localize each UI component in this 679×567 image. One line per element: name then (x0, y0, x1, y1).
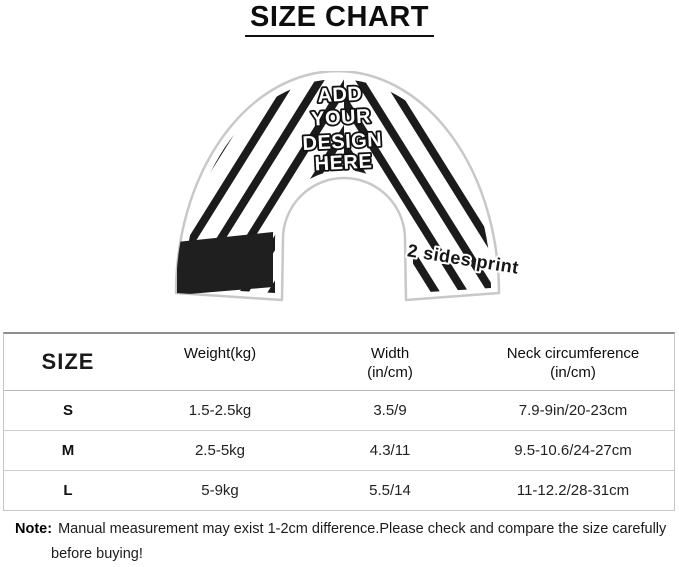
size-value: L (63, 482, 73, 499)
note-text: Manual measurement may exist 1-2cm difference.Please check and compare the size carefully before buying! (51, 521, 667, 562)
weight-value: 5-9kg (201, 482, 239, 499)
cell-neck (472, 391, 674, 430)
cell-neck (472, 471, 674, 510)
neck-value: 7.9-9in/20-23cm (518, 402, 628, 419)
size-table (3, 332, 675, 511)
cell-weight (132, 471, 308, 510)
design-line-3: DESIGN (302, 128, 383, 156)
width-value: 3.5/9 (373, 402, 407, 419)
cell-size (4, 471, 132, 510)
weight-value: 2.5-5kg (194, 442, 246, 459)
table-header-row (4, 334, 674, 391)
cell-width (308, 471, 472, 510)
design-line-4: HERE (314, 150, 373, 176)
size-value: M (61, 442, 75, 459)
size-value: S (62, 402, 73, 419)
table-row-l (4, 470, 674, 510)
cell-weight (132, 431, 308, 470)
header-cell-size (4, 334, 132, 390)
note (15, 517, 669, 567)
table-row-s (4, 391, 674, 430)
weight-value: 1.5-2.5kg (188, 402, 252, 419)
cell-width (308, 391, 472, 430)
neck-value: 9.5-10.6/24-27cm (514, 442, 632, 459)
design-line-2: YOUR (310, 105, 372, 131)
velcro-strap (177, 232, 273, 295)
pet-cone-illustration (170, 71, 528, 303)
design-line-1: ADD (316, 82, 363, 108)
cell-weight (132, 391, 308, 430)
two-sides-print-label: 2 sides print (406, 240, 521, 278)
width-value: 4.3/11 (369, 442, 411, 459)
note-label: Note: (15, 521, 53, 537)
header-weight-label: Weight(kg) (183, 345, 257, 362)
header-cell-width (308, 334, 472, 390)
page-title (0, 1, 679, 37)
cell-neck (472, 431, 674, 470)
header-neck-line1: Neck circumference (506, 345, 640, 362)
cell-size (4, 391, 132, 430)
header-size-label: SIZE (41, 349, 95, 374)
strap-group (177, 232, 273, 295)
header-width-line1: Width (370, 345, 410, 362)
table-row-m (4, 430, 674, 470)
width-value: 5.5/14 (369, 482, 411, 499)
page-title-text: SIZE CHART (245, 1, 434, 37)
header-neck-line2: (in/cm) (550, 364, 596, 381)
cell-width (308, 431, 472, 470)
neck-value: 11-12.2/28-31cm (516, 482, 630, 499)
header-cell-neck (472, 334, 674, 390)
header-width-line2: (in/cm) (367, 364, 413, 381)
header-cell-weight (132, 334, 308, 390)
cell-size (4, 431, 132, 470)
product-image (170, 71, 528, 303)
